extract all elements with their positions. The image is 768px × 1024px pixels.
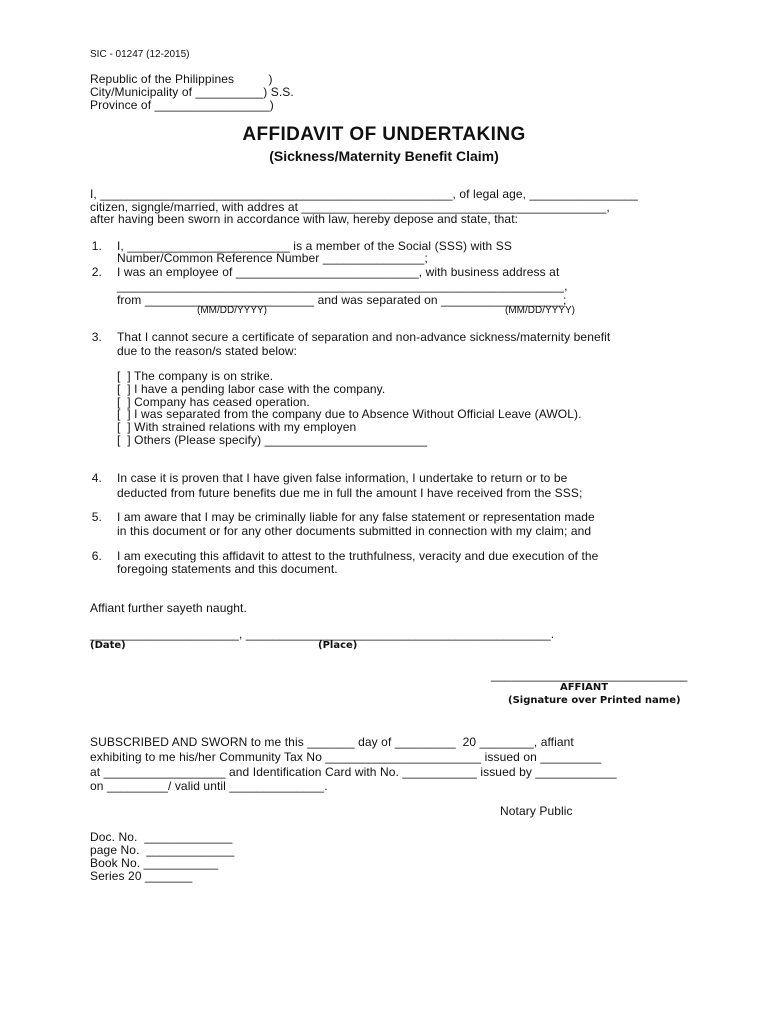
intro-line-1: I, ____________________________________________________, of legal age, ________________ — [90, 187, 638, 201]
form-code: SIC - 01247 (12-2015) — [90, 49, 190, 60]
affiant-label: AFFIANT — [559, 682, 609, 693]
reason-checkbox-labor-case[interactable]: [ ] I have a pending labor case with the company. — [117, 382, 386, 396]
item-3-line-2: due to the reason/s stated below: — [117, 344, 298, 358]
item-2-line-2: __________________________________________________________________, — [117, 279, 568, 293]
document-title: AFFIDAVIT OF UNDERTAKING — [242, 124, 526, 145]
venue-city: City/Municipality of __________) S.S. — [90, 85, 294, 99]
series-number: Series 20 _______ — [90, 869, 193, 883]
date-place-line[interactable]: ______________________, _____________________________________________. — [90, 627, 555, 641]
item-3-line-1: That I cannot secure a certificate of separation and non-advance sickness/maternity benefit — [117, 330, 611, 344]
venue-republic: Republic of the Philippines ) — [90, 72, 273, 86]
jurat-line-3: at __________________ and Identification Card with No. ___________ issued by ____________ — [90, 765, 617, 779]
item-2-line-3: from _________________________ and was separated on __________________; — [117, 293, 567, 307]
affiant-signature-line[interactable]: _____________________________ — [491, 668, 688, 682]
item-4-line-2: deducted from future benefits due me in full the amount I have received from the SSS; — [117, 486, 583, 500]
reason-checkbox-strained[interactable]: [ ] With strained relations with my employen — [117, 420, 357, 434]
item-4-line-1: In case it is proven that I have given false information, I undertake to return or to be — [117, 471, 568, 485]
item-5-line-2: in this document or for any other documents submitted in connection with my claim; and — [117, 524, 592, 538]
venue-province: Province of _________________) — [90, 98, 274, 112]
item-number: 2. — [91, 265, 102, 279]
date-format-label: (MM/DD/YYYY) — [197, 305, 267, 316]
reason-checkbox-strike[interactable]: [ ] The company is on strike. — [117, 369, 274, 383]
page-number: page No. _____________ — [90, 843, 235, 857]
reason-checkbox-others[interactable]: [ ] Others (Please specify) ________________________ — [117, 433, 428, 447]
item-6-line-2: foregoing statements and this document. — [117, 562, 338, 576]
place-label: (Place) — [318, 640, 358, 651]
item-1-line-2: Number/Common Reference Number _______________; — [117, 251, 428, 265]
document-subtitle: (Sickness/Maternity Benefit Claim) — [269, 148, 499, 164]
intro-line-3: after having been sworn in accordance with law, hereby depose and state, that: — [90, 212, 519, 226]
item-1-line-1: I, ________________________ is a member of the Social (SSS) with SS — [117, 239, 512, 253]
affiant-caption: (Signature over Printed name) — [508, 695, 681, 706]
item-number: 1. — [91, 239, 102, 253]
intro-line-2: citizen, signgle/married, with addres at _____________________________________________, — [90, 200, 610, 214]
jurat-line-4: on _________/ valid until ______________. — [90, 779, 328, 793]
date-label: (Date) — [90, 640, 126, 651]
item-5-line-1: I am aware that I may be criminally liable for any false statement or representation made — [117, 510, 595, 524]
item-number: 6. — [91, 549, 102, 563]
item-number: 4. — [91, 471, 102, 485]
doc-number: Doc. No. _____________ — [90, 830, 233, 844]
book-number: Book No. ___________ — [90, 856, 219, 870]
date-format-label: (MM/DD/YYYY) — [505, 305, 575, 316]
item-6-line-1: I am executing this affidavit to attest to the truthfulness, veracity and due execution of the — [117, 549, 599, 563]
closing-statement: Affiant further sayeth naught. — [90, 601, 247, 615]
item-2-line-1: I was an employee of ___________________________, with business address at — [117, 265, 560, 279]
notary-public-label: Notary Public — [500, 804, 573, 818]
jurat-line-2: exhibiting to me his/her Community Tax No _______________________ issued on _________ — [90, 750, 602, 764]
jurat-line-1: SUBSCRIBED AND SWORN to me this _______ day of _________ 20 ________, affiant — [90, 735, 574, 749]
item-number: 3. — [91, 330, 102, 344]
reason-checkbox-ceased[interactable]: [ ] Company has ceased operation. — [117, 395, 310, 409]
item-number: 5. — [91, 510, 102, 524]
reason-checkbox-awol[interactable]: [ ] I was separated from the company due to Absence Without Official Leave (AWOL). — [117, 407, 582, 421]
